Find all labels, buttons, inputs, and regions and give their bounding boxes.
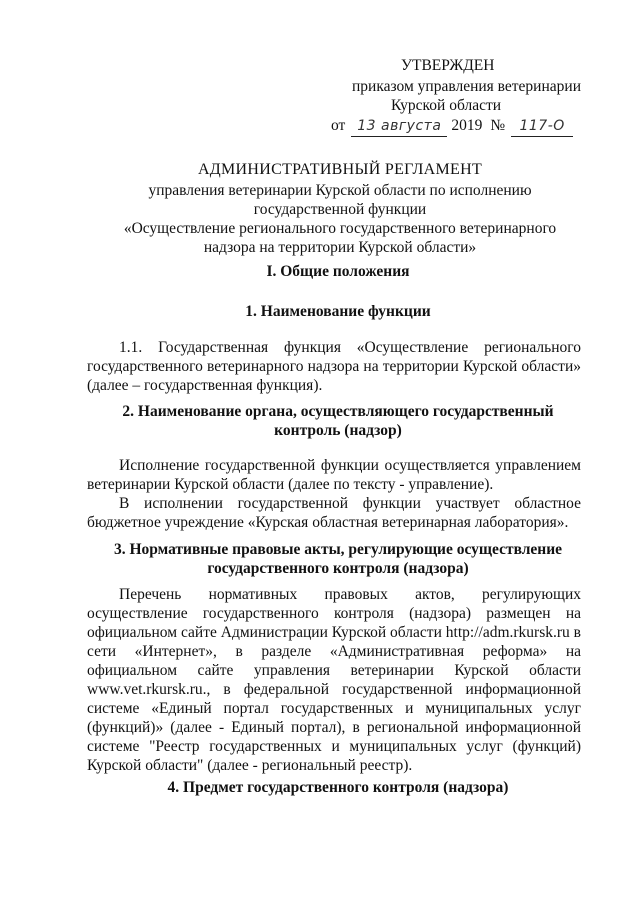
section-1-heading: 1. Наименование функции bbox=[245, 303, 431, 320]
document-subtitle-2: государственной функции bbox=[253, 201, 427, 218]
document-title: АДМИНИСТРАТИВНЫЙ РЕГЛАМЕНТ bbox=[197, 161, 483, 178]
approval-year: 2019 bbox=[451, 117, 483, 134]
section-4-heading: 4. Предмет государственного контроля (надзора) bbox=[167, 779, 509, 796]
approval-date-line bbox=[331, 116, 591, 137]
document-subtitle-1: управления ветеринарии Курской области по исполнению bbox=[148, 182, 532, 199]
document-subtitle-4: надзора на территории Курской области» bbox=[203, 239, 477, 256]
document-subtitle-3: «Осуществление регионального государственного ветеринарного bbox=[123, 220, 557, 237]
paragraph-2-1: Исполнение государственной функции осуществляется управлением ветеринарии Курской области (далее по тексту - управление). bbox=[87, 457, 581, 493]
section-2-heading bbox=[88, 402, 588, 440]
section-2-body bbox=[87, 456, 581, 532]
section-3-heading-line-1: 3. Нормативные правовые акты, регулирующие осуществление bbox=[113, 541, 563, 558]
section-1-body bbox=[87, 338, 581, 395]
section-3-heading-line-2: государственного контроля (надзора) bbox=[207, 560, 469, 577]
part-1-heading: I. Общие положения bbox=[266, 263, 410, 280]
number-sign: № bbox=[490, 117, 506, 134]
section-2-heading-line-1: 2. Наименование органа, осуществляющего государственный bbox=[122, 403, 554, 420]
paragraph-3-1: Перечень нормативных правовых актов, регулирующих осуществление государственного контроля (надзора) размещен на официальном сайте Администрации Курской области http://adm.rkursk.ru в сети «Интернет», в разделе «Административная реформа» на официальном сайте управления ветеринарии Курской области www.vet.rkursk.ru., в федеральной государственной информационной системе «Единый портал государственных и муниципальных услуг (функций)» (далее - Единый портал), в региональной информационной системе "Реестр государственных и муниципальных услуг (функций) Курской области" (далее - региональный реестр). bbox=[87, 586, 581, 774]
section-3-heading bbox=[88, 540, 588, 578]
section-3-body bbox=[87, 585, 581, 775]
approval-title: УТВЕРЖДЕН bbox=[401, 57, 495, 74]
handwritten-number: 117-О bbox=[511, 117, 573, 137]
date-prefix: от bbox=[331, 117, 346, 134]
section-2-heading-line-2: контроль (надзор) bbox=[274, 422, 402, 439]
handwritten-date: 13 августа bbox=[351, 117, 447, 137]
document-title-block bbox=[90, 160, 590, 257]
approval-block bbox=[331, 56, 591, 137]
approval-line-2: Курской области bbox=[391, 97, 502, 114]
approval-line-1: приказом управления ветеринарии bbox=[351, 78, 581, 95]
paragraph-2-2: В исполнении государственной функции участвует областное бюджетное учреждение «Курская областная ветеринарная лаборатория». bbox=[87, 495, 581, 531]
paragraph-1-1: 1.1. Государственная функция «Осуществление регионального государственного ветеринарного надзора на территории Курской области» (далее – государственная функция). bbox=[87, 339, 581, 394]
